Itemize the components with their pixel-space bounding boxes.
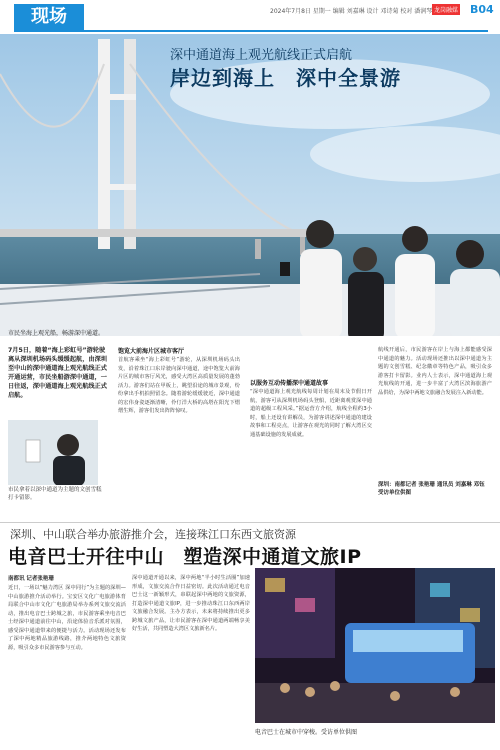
story-divider	[0, 522, 500, 523]
story1-title: 岸边到海上 深中全景游	[170, 66, 401, 90]
header-badge: 龙岗融媒	[432, 4, 460, 15]
inset-photo	[8, 420, 98, 485]
story2-subtitle: 深圳、中山联合举办旅游推介会，连接珠江口东西文旅资源	[10, 528, 296, 541]
section-body-2: “深中通道海上观光航线每周计划在周末及节假日开航，游客可从深圳机场码头登船，近距离观赏深中通道的超级工程风采。”据运营方介绍，航线全程约3小时，船上还设有讲解员，为游客讲述深中通道的建设故事和工程亮点，让游客在观光的同时了解大湾区交通基础设施的发展成就。	[250, 389, 372, 438]
story1-subtitle: 深中通道海上观光航线正式启航	[170, 48, 353, 63]
section-tab: 现场	[14, 4, 84, 30]
story1-photo-caption: 市民坐海上观光船，畅游深中通道。	[8, 330, 105, 337]
section-body-1: 首航客乘坐“海上彩虹号”游轮，从深圳机场码头出发，沿着珠江口东岸驶向深中通道，途中饱览大前海片区的城市客厅风光，感受大湾区高质量发展的蓬勃活力。游客们站在甲板上，眺望沿途的城市景观，纷纷拿出手机拍照留念。随着游轮缓缓驶近，深中通道的宏伟身姿逐渐清晰，伶仃洋大桥的高塔在阳光下熠熠生辉，游客们发出阵阵惊叹。	[118, 357, 240, 414]
story2-body-left: 近日，一场以“魅力湾区 深中同行”为主题的深圳—中山旅游推介活动举行。宝安区文化广电旅游体育局联合中山市文化广电旅游局举办系列文旅交流活动，推出电音巴士跨城之旅，市民游客乘坐电音巴士经深中通道前往中山，沿途体验音乐派对氛围，感受深中通道带来的便捷与活力。活动现场还发布了深中两地精品旅游线路，推介两地特色文旅资源，吸引众多市民游客参与互动。	[8, 585, 126, 651]
inset-illustration	[8, 420, 98, 485]
story2-body-right: 深中通道开通以来，深中两地“半小时生活圈”加速形成，文旅交流合作日益密切。此次活动通过电音巴士这一新颖形式，串联起深中两地的文旅资源，打造深中通道文旅IP，进一步推动珠江口东西两岸文旅融合发展。主办方表示，未来将持续推出更多跨城文旅产品，让市民游客在深中通道两端畅享美好生活，共同塑造大湾区文旅新名片。	[132, 575, 250, 632]
header-rule	[14, 30, 488, 32]
section-body-3: 航线开通后，市民游客在岸上与海上都能感受深中通道的魅力。活动现场还推出以深中通道为主题的文创雪糕、纪念徽章等特色产品，吸引众多游客打卡留影。业内人士表示，深中通道海上观光航线的开通，进一步丰富了大湾区滨海旅游产品供给，为深中两地文旅融合发展注入新动能。	[378, 347, 492, 396]
story2-photo	[255, 568, 495, 723]
story1-lead: 7月5日，随着“海上彩虹号”游轮驶离从深圳机场码头缓缓起航，由深圳至中山的深中通道海上观光航线正式开通运营，市民坐船游深中通道，一日往返，深中通道海上观光航线正式启航。	[8, 347, 107, 399]
section-heading-1: 饱览大前海片区城市客厅	[118, 348, 185, 355]
page-number: B04	[470, 3, 494, 16]
night-street-illustration	[255, 568, 495, 723]
inset-caption: 市民拿着以深中通道为主题的文创雪糕打卡留影。	[8, 487, 102, 501]
section-heading-2: 以服务互动传播深中通道故事	[250, 380, 329, 387]
header-meta: 2024年7月8日 星期一 编辑 刘嘉琳 设计 邓诗菊 校对 潘润琴	[270, 8, 433, 15]
story1-credit: 深圳：南都记者 张艳珊 通讯员 刘嘉琳 邓钰 受访单位供图	[378, 482, 485, 496]
story2-byline: 南都讯 记者张艳珊	[8, 576, 54, 582]
story2-photo-caption: 电音巴士在城市中穿梭。受访单位供图	[255, 729, 358, 736]
story2-title: 电音巴士开往中山 塑造深中通道文旅IP	[8, 546, 362, 568]
